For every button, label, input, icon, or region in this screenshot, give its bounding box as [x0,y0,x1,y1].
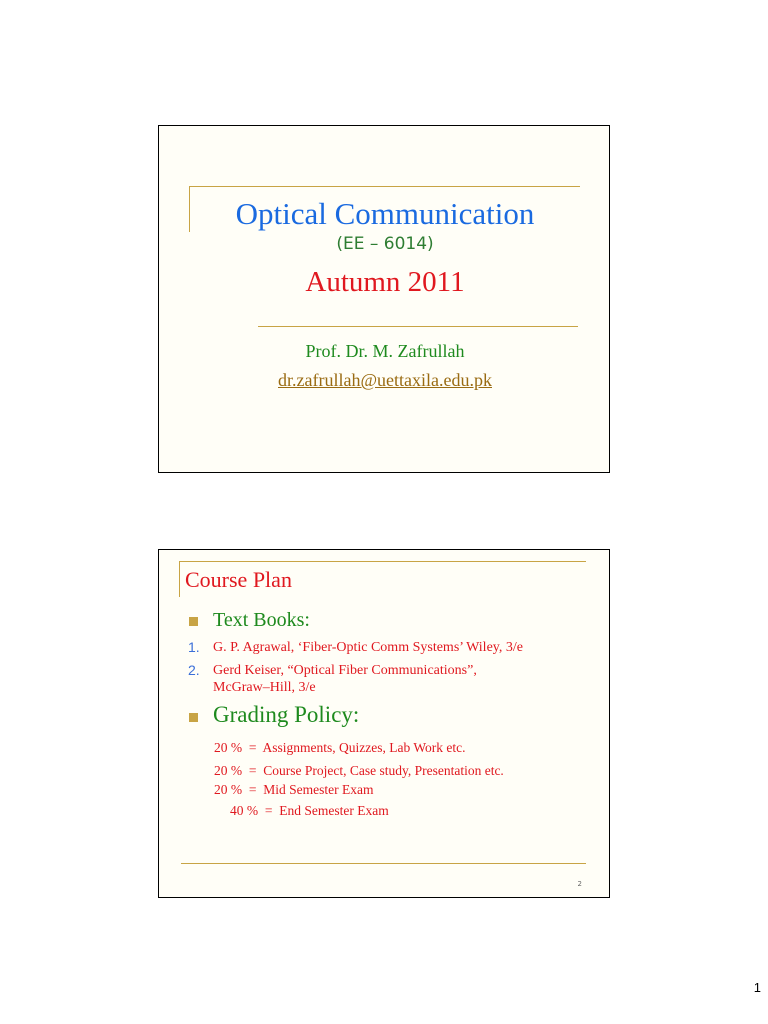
slide-number: 2 [577,880,582,888]
grading-item: 20 % = Course Project, Case study, Presentation etc. [214,763,504,778]
book-item [213,639,523,656]
heading-rule-top [179,561,586,562]
title-rule-middle [258,326,578,327]
course-term: Autumn 2011 [305,266,465,298]
slide-heading: Course Plan [185,567,292,592]
course-plan-slide [158,549,610,898]
square-bullet-icon [189,617,198,626]
footer-rule [181,863,586,864]
grading-item: 20 % = Assignments, Quizzes, Lab Work etc. [214,740,466,755]
grading-item: 20 % = Mid Semester Exam [214,782,374,797]
book-number: 2. [188,662,200,678]
square-bullet-icon [189,713,198,722]
text-books-label: Text Books: [213,609,310,631]
slide-title: Optical Communication [235,196,535,231]
heading-rule-vertical [179,561,180,597]
grading-item: 40 % = End Semester Exam [230,803,389,818]
title-rule-top [189,186,580,187]
page-number: 1 [753,980,761,995]
professor-email-link[interactable]: dr.zafrullah@uettaxila.edu.pk [278,370,492,390]
book-item [213,662,477,696]
book-line: G. P. Agrawal, ‘Fiber-Optic Comm Systems’ Wiley, 3/e [213,640,523,655]
title-slide [158,125,610,473]
book-line: McGraw–Hill, 3/e [213,680,316,695]
book-line: Gerd Keiser, “Optical Fiber Communications”, [213,663,477,678]
grading-policy-label: Grading Policy: [213,702,360,727]
professor-name: Prof. Dr. M. Zafrullah [305,341,465,361]
course-code: (EE – 6014) [336,234,434,254]
book-number: 1. [188,639,200,655]
